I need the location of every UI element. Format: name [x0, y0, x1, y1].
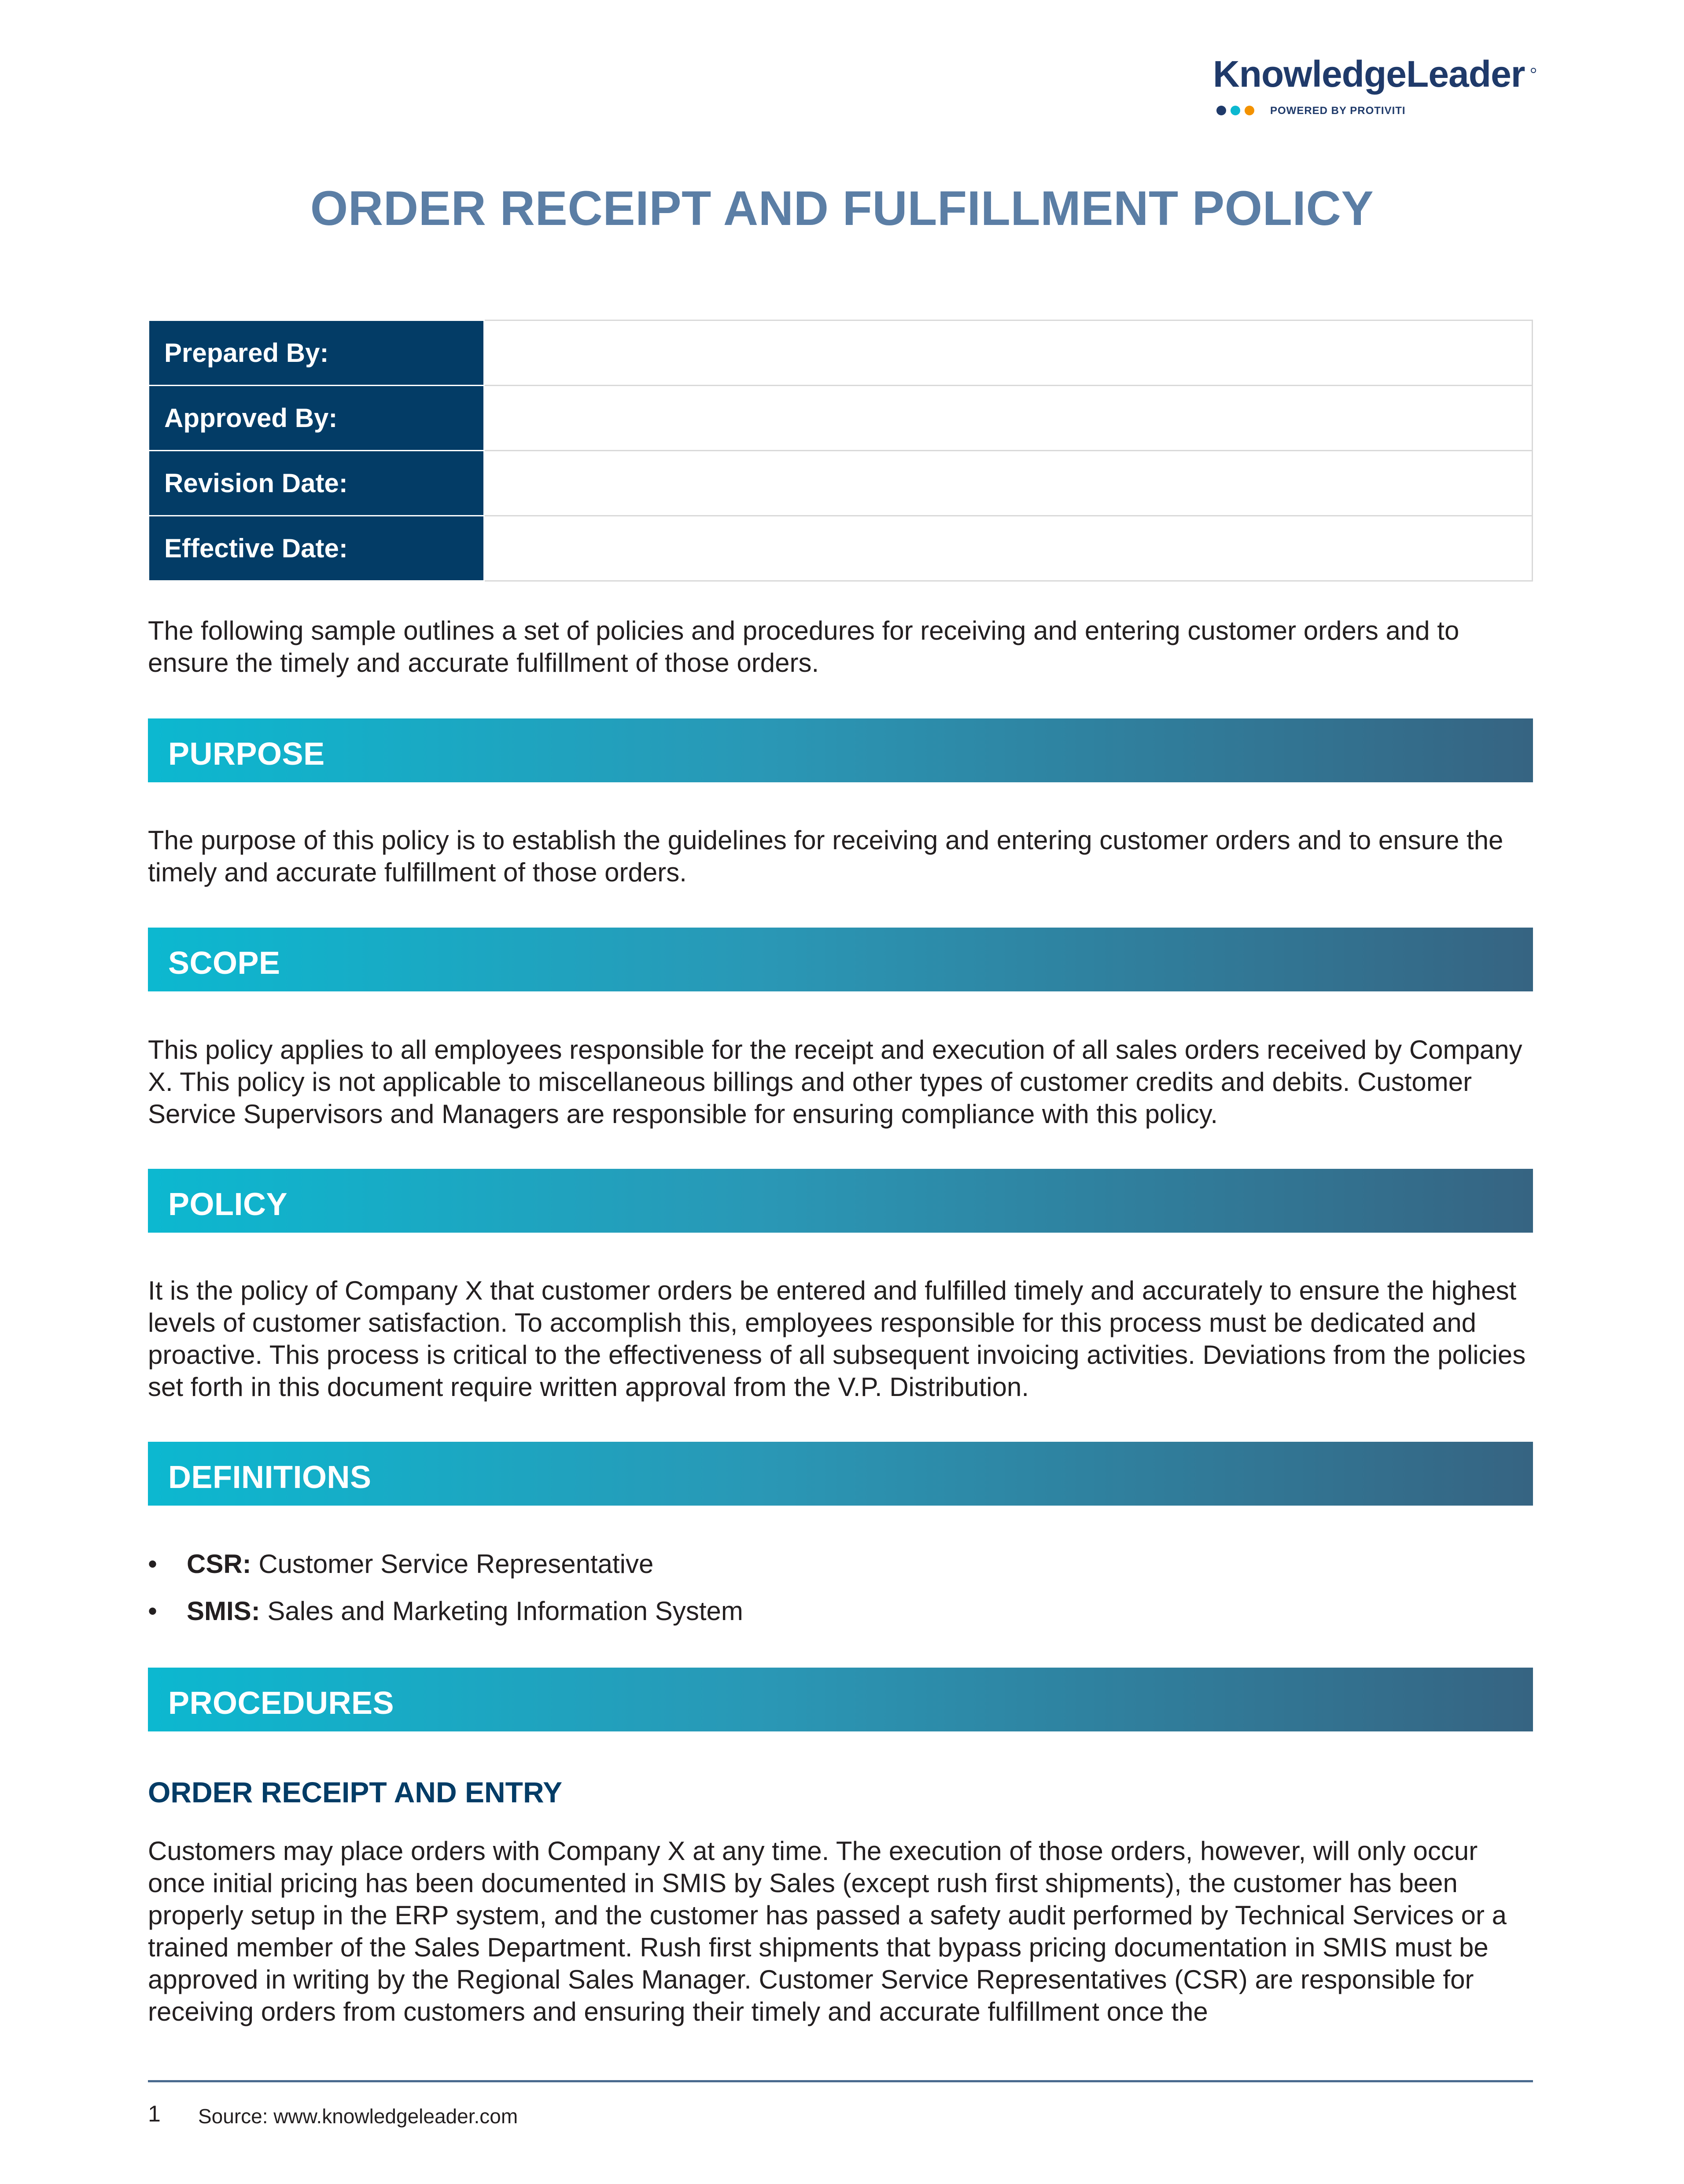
document-title: ORDER RECEIPT AND FULFILLMENT POLICY	[310, 181, 1374, 236]
policy-heading: POLICY	[168, 1187, 288, 1222]
definition-meaning: Customer Service Representative	[251, 1549, 654, 1579]
page-number: 1	[148, 2101, 161, 2127]
prepared-by-label: Prepared By:	[149, 320, 484, 386]
purpose-heading: PURPOSE	[168, 737, 325, 772]
knowledgeleader-logo	[1213, 53, 1534, 123]
definition-meaning: Sales and Marketing Information System	[260, 1596, 743, 1626]
definition-text	[187, 1549, 653, 1579]
definition-term: SMIS:	[187, 1596, 260, 1626]
prepared-by-value	[484, 320, 1533, 386]
purpose-section-header	[148, 718, 1533, 782]
logo-dot-teal	[1231, 106, 1240, 115]
scope-paragraph: This policy applies to all employees responsible for the receipt and execution of all sales orders received by Company X. This policy is not applicable to miscellaneous billings and other types of customer credits and debits. Customer Service Supervisors and Managers are responsible for ensuring compliance with this policy.	[148, 1035, 1522, 1129]
definitions-section-header	[148, 1442, 1533, 1506]
purpose-paragraph: The purpose of this policy is to establish the guidelines for receiving and entering customer orders and to ensure the timely and accurate fulfillment of those orders.	[148, 825, 1503, 887]
document-info-table	[148, 320, 1533, 582]
registered-mark-icon	[1531, 68, 1536, 73]
table-row	[149, 320, 1533, 386]
approved-by-label: Approved By:	[149, 386, 484, 451]
bullet-icon: •	[148, 1596, 158, 1626]
table-row	[149, 451, 1533, 516]
revision-date-label: Revision Date:	[149, 451, 484, 516]
logo-dot-navy	[1216, 106, 1226, 115]
scope-heading: SCOPE	[168, 946, 280, 981]
table-row	[149, 516, 1533, 581]
scope-section-header	[148, 928, 1533, 991]
effective-date-value	[484, 516, 1533, 581]
revision-date-value	[484, 451, 1533, 516]
definitions-heading: DEFINITIONS	[168, 1460, 372, 1495]
logo-dot-orange	[1245, 106, 1254, 115]
definition-text	[187, 1596, 743, 1626]
procedures-paragraph: Customers may place orders with Company X at any time. The execution of those orders, however, will only occur once initial pricing has been documented in SMIS by Sales (except rush first shipments), the customer has been properly setup in the ERP system, and the customer has passed a safety audit performed by Technical Services or a trained member of the Sales Department. Rush first shipments that bypass pricing documentation in SMIS must be approved in writing by the Regional Sales Manager. Customer Service Representatives (CSR) are responsible for receiving orders from customers and ensuring their timely and accurate fulfillment once the	[148, 1836, 1507, 2026]
effective-date-label: Effective Date:	[149, 516, 484, 581]
footer-divider	[148, 2080, 1533, 2082]
procedures-heading: PROCEDURES	[168, 1686, 394, 1721]
table-row	[149, 386, 1533, 451]
bullet-icon: •	[148, 1549, 158, 1579]
order-receipt-subheading: ORDER RECEIPT AND ENTRY	[148, 1776, 563, 1808]
policy-paragraph: It is the policy of Company X that customer orders be entered and fulfilled timely and accurately to ensure the highest levels of customer satisfaction. To accomplish this, employees responsible for this process must be dedicated and proactive. This process is critical to the effectiveness of all subsequent invoicing activities. Deviations from the policies set forth in this document require written approval from the V.P. Distribution.	[148, 1276, 1526, 1402]
logo-tagline: POWERED BY PROTIVITI	[1270, 105, 1406, 117]
procedures-section-header	[148, 1668, 1533, 1731]
intro-paragraph: The following sample outlines a set of policies and procedures for receiving and entering customer orders and to ensure the timely and accurate fulfillment of those orders.	[148, 616, 1459, 678]
policy-section-header	[148, 1169, 1533, 1233]
source-note: Source: www.knowledgeleader.com	[198, 2105, 518, 2128]
definition-term: CSR:	[187, 1549, 251, 1579]
logo-wordmark: KnowledgeLeader	[1213, 53, 1525, 95]
approved-by-value	[484, 386, 1533, 451]
